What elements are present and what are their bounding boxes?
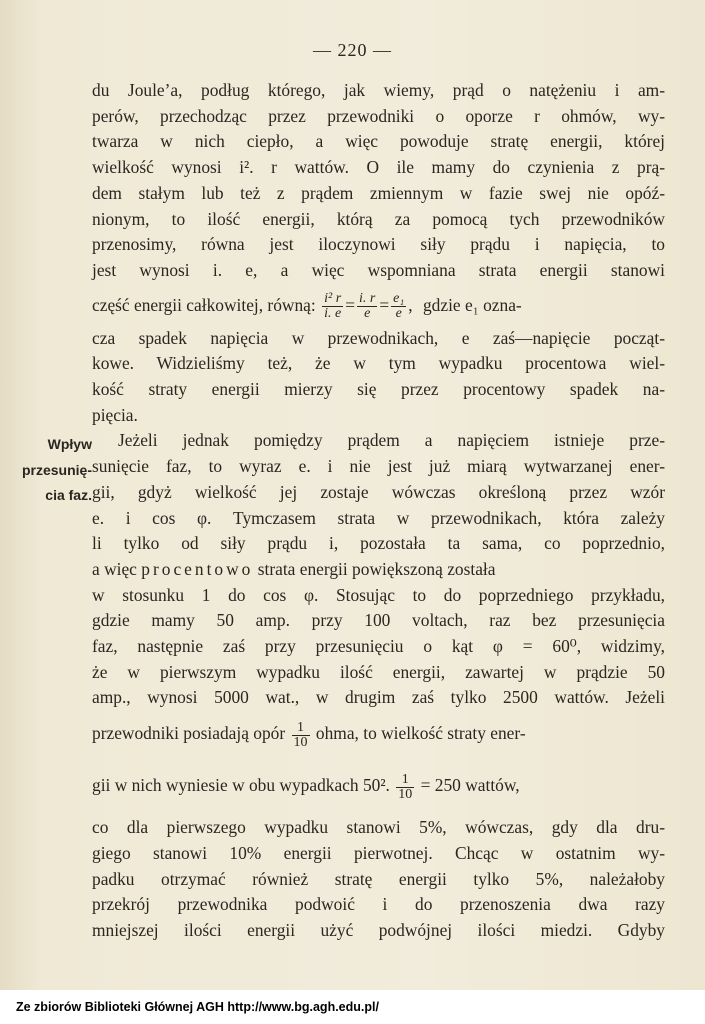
text-line: kowe. Widzieliśmy też, że w tym wypadku procentowa wiel- — [92, 353, 665, 374]
text-line: mniejszej ilości energii użyć podwójnej ilości miedzi. Gdyby — [92, 919, 665, 940]
text-fragment: ohma, to wielkość straty ener- — [315, 723, 526, 744]
text-fragment: gdzie e₁ ozna- — [422, 294, 522, 315]
text-line: przekrój przewodnika podwoić i do przenoszenia dwa razy — [92, 894, 665, 915]
text-line: sunięcie faz, to wyraz e. i nie jest już miarą wytwarzanej ener- — [92, 456, 665, 477]
fraction-denominator: 10 — [398, 786, 413, 802]
text-line: du Joule’a, podług którego, jak wiemy, prąd o natężeniu i am- — [92, 80, 665, 100]
fraction — [322, 292, 343, 321]
fraction-denominator: e — [395, 306, 402, 322]
margin-note-line: Wpływ — [47, 436, 92, 452]
fraction — [357, 292, 377, 321]
text-line: przenosimy, równa jest iloczynowi siły prądu i napięcia, to — [92, 234, 665, 255]
text-fragment: = 250 wattów, — [420, 775, 520, 796]
text-line: co dla pierwszego wypadku stanowi 5%, wówczas, gdy dla dru- — [92, 817, 665, 838]
text-fragment: część energii całkowitej, równą: — [92, 294, 316, 315]
text-line: amp., wynosi 5000 wat., w drugim zaś tylko 2500 wattów. Jeżeli — [92, 687, 665, 708]
text-line: jest wynosi i. e, a więc wspomniana strata energii stanowi — [92, 259, 665, 280]
text-line: że w pierwszym wypadku ilość energii, zawartej w prądzie 50 — [92, 661, 665, 682]
text-fragment: przewodniki posiadają opór — [92, 723, 286, 744]
fraction — [391, 292, 406, 321]
formula-line: część energii całkowitej, równą: $\frac{\text{i² r}}{i. e}$ = $\frac{i. r}{e}$ = $\frac{\text{e₁}}{e}$ , gdzie e₁ ozna- — [92, 291, 522, 322]
fraction-numerator: i. r — [359, 291, 376, 307]
formula-line — [92, 711, 665, 755]
text-line: giego stanowi 10% energii pierwotnej. Chcąc w ostatnim wy- — [92, 842, 665, 863]
formula-line — [92, 755, 665, 815]
fraction — [396, 773, 414, 802]
fraction-numerator: e₁ — [393, 291, 405, 307]
text-line: Jeżeli jednak pomiędzy prądem a napięciem istnieje prze- — [118, 430, 665, 451]
fraction-numerator: 1 — [396, 773, 414, 788]
text-line: cza spadek napięcia w przewodnikach, e zaś—napięcie począt- — [92, 327, 665, 348]
margin-note-line: przesunię- — [21, 461, 92, 478]
text-line: gii, gdyż wielkość jej zostaje wówczas określoną przez wzór — [92, 481, 665, 502]
emphasized-word: procentowo — [141, 558, 254, 579]
fraction-numerator: 1 — [292, 721, 310, 736]
page-number: — 220 — — [313, 40, 392, 60]
text-line: nionym, to ilość energii, którą za pomocą tych przewodników — [92, 208, 665, 229]
text-line: kość straty energii mierzy się przez procentowy spadek na- — [92, 379, 665, 400]
text-fragment: gii w nich wyniesie w obu wypadkach 50². — [92, 775, 390, 796]
body-text — [92, 78, 665, 944]
text-line — [92, 557, 665, 583]
margin-note — [20, 432, 92, 509]
fraction-denominator: 10 — [293, 734, 308, 750]
text-line: pięcia. — [92, 404, 138, 425]
text-fragment: strata energii powiększoną została — [257, 558, 496, 579]
text-line: e. i cos φ. Tymczasem strata w przewodnikach, która zależy — [92, 507, 665, 528]
fraction — [292, 721, 310, 750]
fraction-numerator: i² r — [322, 292, 343, 307]
library-footer: Ze zbiorów Biblioteki Głównej AGH http://www.bg.agh.edu.pl/ — [0, 990, 705, 1024]
text-line: twarza w nich ciepło, a więc powoduje stratę energii, której — [92, 131, 665, 152]
fraction-denominator: e — [364, 306, 371, 322]
text-fragment: a więc — [92, 558, 137, 579]
text-line: gdzie mamy 50 amp. przy 100 voltach, raz bez przesunięcia — [92, 610, 665, 631]
text-line: li tylko od siły prądu i, pozostała ta sama, co poprzednio, — [92, 533, 665, 554]
margin-note-line: cia faz. — [45, 487, 92, 504]
text-line: dem stałym lub też z prądem zmiennym w fazie swej nie opóź- — [92, 182, 665, 203]
text-line: faz, następnie zaś przy przesunięciu o kąt φ = 60⁰, widzimy, — [92, 636, 665, 657]
text-line: padku otrzymać również stratę energii tylko 5%, należałoby — [92, 868, 665, 889]
text-line: wielkość wynosi i². r wattów. O ile mamy do czynienia z prą- — [92, 157, 665, 178]
fraction-denominator: i. e — [324, 306, 342, 322]
text-line: perów, przechodząc przez przewodniki o oporze r ohmów, wy- — [92, 105, 665, 126]
text-line: w stosunku 1 do cos φ. Stosując to do poprzedniego przykładu, — [92, 584, 665, 605]
